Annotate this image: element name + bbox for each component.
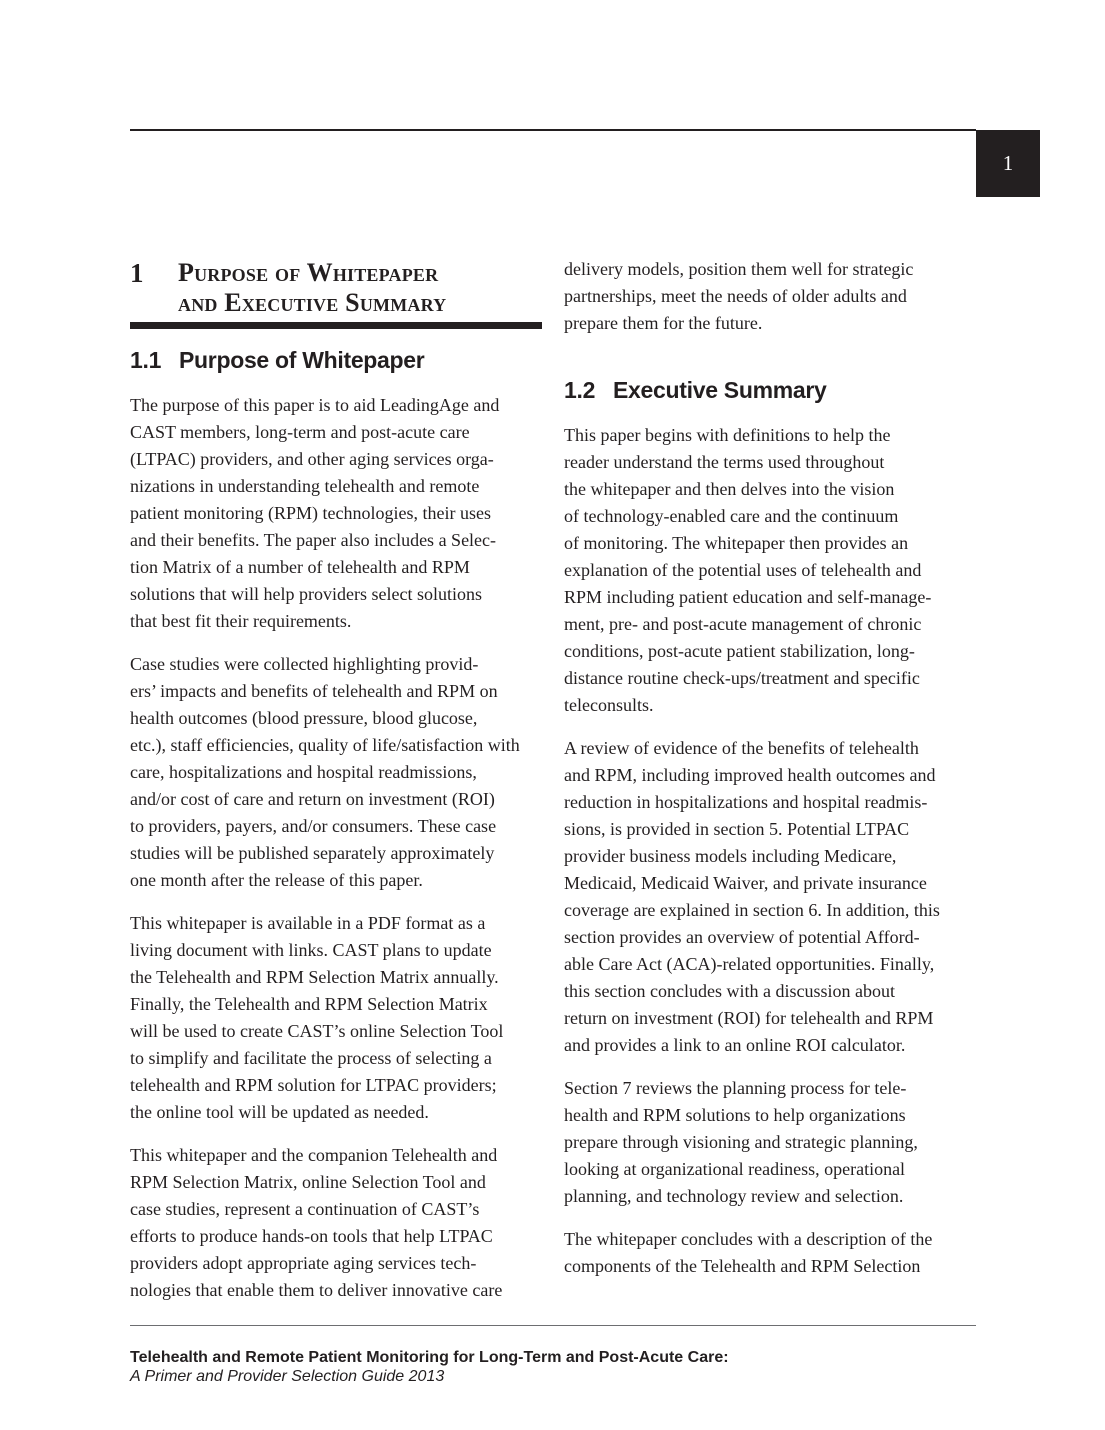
text-line: the Telehealth and RPM Selection Matrix annually. [130,967,499,987]
text-line: and RPM, including improved health outcomes and [564,765,936,785]
body-paragraph [130,910,542,1126]
body-paragraph [130,651,542,894]
section-1-1-body [130,392,542,1304]
continuation-paragraph [564,256,978,337]
text-line: efforts to produce hands-on tools that help LTPAC [130,1226,493,1246]
section-number: 1.1 [130,347,162,373]
text-line: health and RPM solutions to help organizations [564,1105,906,1125]
text-line: provider business models including Medicare, [564,846,897,866]
footer-subtitle: A Primer and Provider Selection Guide 2013 [130,1368,445,1385]
text-line: one month after the release of this paper. [130,870,423,890]
section-title: Executive Summary [613,377,827,403]
text-line: able Care Act (ACA)-related opportunities. Finally, [564,954,935,974]
text-line: will be used to create CAST’s online Selection Tool [130,1021,504,1041]
text-line: nologies that enable them to deliver innovative care [130,1280,503,1300]
text-line: CAST members, long-term and post-acute care [130,422,470,442]
text-line: This whitepaper and the companion Telehealth and [130,1145,498,1165]
section-number: 1.2 [564,377,596,403]
text-line: explanation of the potential uses of telehealth and [564,560,922,580]
text-line: partnerships, meet the needs of older adults and [564,286,907,306]
chapter-title [178,258,446,318]
text-line: to simplify and facilitate the process of selecting a [130,1048,492,1068]
text-line: (LTPAC) providers, and other aging services orga- [130,449,494,469]
section-heading-1-2 [564,377,978,404]
text-line: this section concludes with a discussion about [564,981,895,1001]
text-line: The purpose of this paper is to aid LeadingAge and [130,395,500,415]
text-line: care, hospitalizations and hospital readmissions, [130,762,477,782]
text-line: of technology-enabled care and the continuum [564,506,899,526]
text-line: prepare them for the future. [564,313,763,333]
text-line: nizations in understanding telehealth and remote [130,476,480,496]
chapter-title-line-2: and Executive Summary [178,288,447,317]
text-line: providers adopt appropriate aging services tech- [130,1253,477,1273]
text-line: solutions that will help providers select solutions [130,584,482,604]
text-line: planning, and technology review and selection. [564,1186,904,1206]
chapter-heading [130,258,542,329]
text-line: and their benefits. The paper also includes a Selec- [130,530,497,550]
text-line: health outcomes (blood pressure, blood glucose, [130,708,478,728]
text-line: to providers, payers, and/or consumers. These case [130,816,497,836]
text-line: The whitepaper concludes with a description of the [564,1229,933,1249]
text-line: distance routine check-ups/treatment and specific [564,668,920,688]
text-line: the whitepaper and then delves into the vision [564,479,895,499]
body-paragraph [130,1142,542,1304]
text-line: sions, is provided in section 5. Potential LTPAC [564,819,910,839]
text-line: reader understand the terms used throughout [564,452,885,472]
text-line: and/or cost of care and return on investment (ROI) [130,789,495,809]
section-heading-1-1 [130,347,542,374]
page-number-tab [976,130,1040,197]
text-line: reduction in hospitalizations and hospital readmis- [564,792,928,812]
text-line: the online tool will be updated as needed. [130,1102,429,1122]
text-line: and provides a link to an online ROI calculator. [564,1035,906,1055]
text-line: prepare through visioning and strategic planning, [564,1132,918,1152]
chapter-number: 1 [130,258,144,288]
text-line: This paper begins with definitions to help the [564,425,891,445]
right-column [564,256,978,1296]
footer [130,1348,729,1386]
body-paragraph [564,1075,978,1210]
text-line: of monitoring. The whitepaper then provides an [564,533,909,553]
text-line: Finally, the Telehealth and RPM Selection Matrix [130,994,488,1014]
text-line: return on investment (ROI) for telehealth and RPM [564,1008,934,1028]
text-line: components of the Telehealth and RPM Selection [564,1256,921,1276]
text-line: ment, pre- and post-acute management of chronic [564,614,922,634]
text-line: etc.), staff efficiencies, quality of life/satisfaction with [130,735,520,755]
text-line: patient monitoring (RPM) technologies, their uses [130,503,491,523]
text-line: delivery models, position them well for strategic [564,259,914,279]
text-line: A review of evidence of the benefits of telehealth [564,738,919,758]
text-line: coverage are explained in section 6. In addition, this [564,900,940,920]
text-line: case studies, represent a continuation of CAST’s [130,1199,480,1219]
text-line: Medicaid, Medicaid Waiver, and private insurance [564,873,927,893]
text-line: Case studies were collected highlighting provid- [130,654,479,674]
section-1-2-body [564,422,978,1280]
text-line: RPM including patient education and self-manage- [564,587,932,607]
text-line: This whitepaper is available in a PDF format as a [130,913,486,933]
text-line: teleconsults. [564,695,654,715]
header-rule [130,129,976,131]
footer-title: Telehealth and Remote Patient Monitoring for Long-Term and Post-Acute Care: [130,1349,729,1366]
chapter-title-line-1: Purpose of Whitepaper [178,258,439,287]
text-line: RPM Selection Matrix, online Selection Tool and [130,1172,486,1192]
text-line: living document with links. CAST plans to update [130,940,492,960]
body-paragraph [564,422,978,719]
text-line: studies will be published separately approximately [130,843,495,863]
text-line: that best fit their requirements. [130,611,352,631]
left-column [130,258,542,1320]
text-line: tion Matrix of a number of telehealth and RPM [130,557,470,577]
text-line: looking at organizational readiness, operational [564,1159,906,1179]
text-line: telehealth and RPM solution for LTPAC providers; [130,1075,497,1095]
text-line: ers’ impacts and benefits of telehealth and RPM on [130,681,498,701]
page-number: 1 [1002,151,1014,175]
body-paragraph [130,392,542,635]
text-line: Section 7 reviews the planning process for tele- [564,1078,907,1098]
text-line: section provides an overview of potential Afford- [564,927,920,947]
body-paragraph [564,735,978,1059]
body-paragraph [564,1226,978,1280]
text-line: conditions, post-acute patient stabilization, long- [564,641,915,661]
footer-rule [130,1325,976,1326]
section-title: Purpose of Whitepaper [179,347,425,373]
